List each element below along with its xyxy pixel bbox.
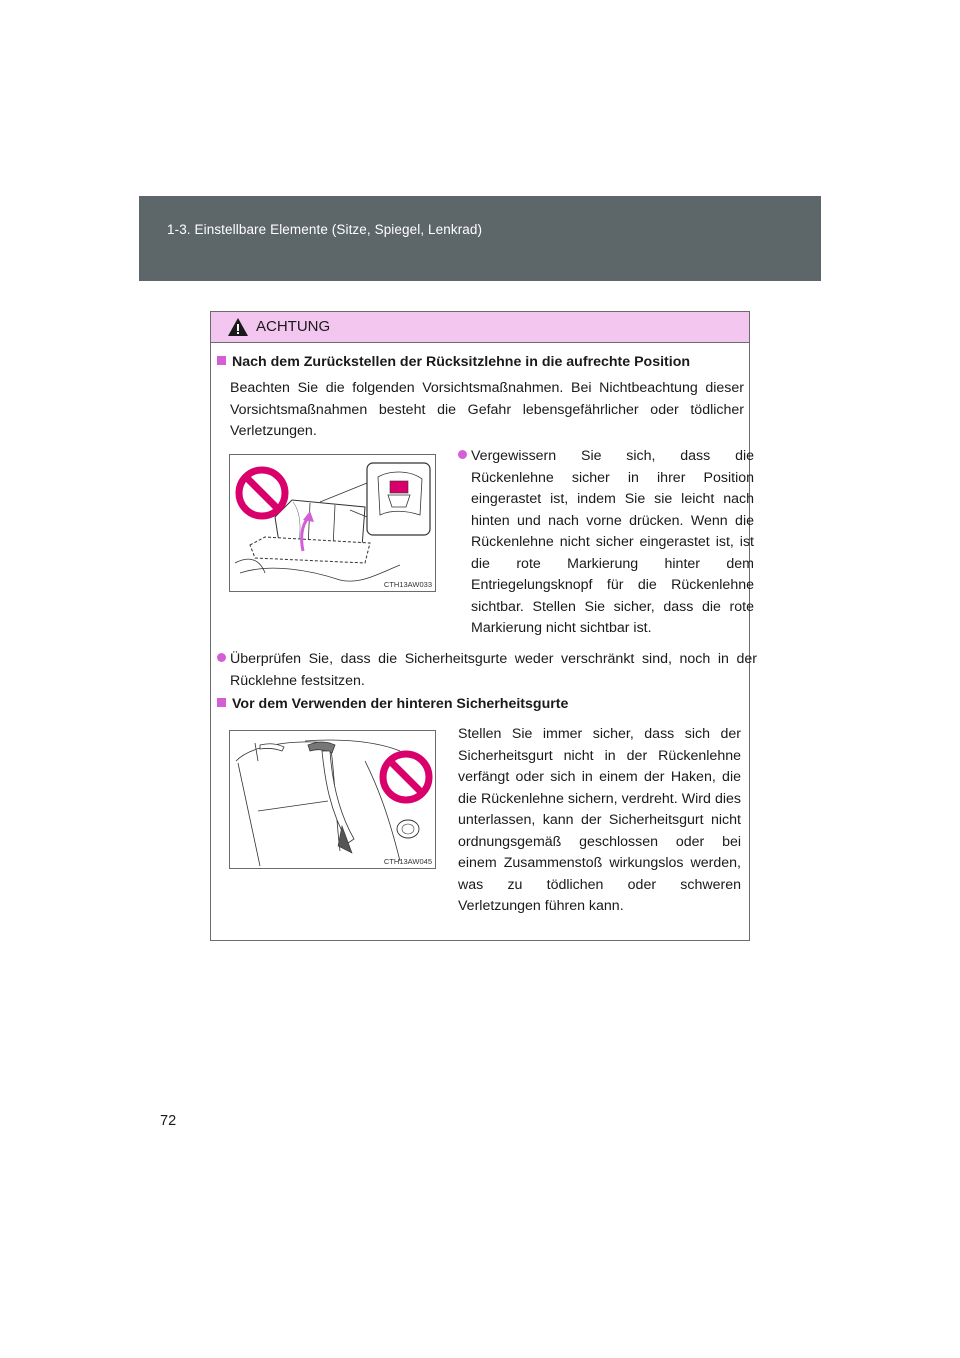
bullet-dot-icon (217, 653, 226, 662)
chapter-header-band (139, 196, 821, 281)
section2-text: Stellen Sie immer sicher, dass sich der Sicherheitsgurt nicht in der Rückenlehne verfängt oder sich in einem der Haken, die die Rückenlehne sichern, verdreht. Wird dies unterlassen, kann der Sicherheitsgurt nicht ordnungsgemäß geschlossen oder bei einem Zusammenstoß wirkungslos werden, was zu tödlichen oder schweren Verletzungen führen kann. (458, 726, 741, 914)
section2-heading: Vor dem Verwenden der hinteren Sicherheitsgurte (232, 696, 569, 712)
bullet-dot-icon (458, 450, 467, 459)
bullet1-text: Vergewissern Sie sich, dass die Rückenlehne sicher in ihrer Position eingerastet ist, indem Sie sie leicht nach hinten und nach vorne drücken. Wenn die Rückenlehne nicht sicher eingerastet ist, ist die rote Markierung hinter dem Entriegelungsknopf für die Rückenlehne sichtbar. Stellen Sie sicher, dass die rote Markierung nicht sichtbar ist. (471, 448, 754, 636)
page-number: 72 (160, 1113, 177, 1129)
section1-heading-row (217, 352, 747, 374)
bullet2-text: Überprüfen Sie, dass die Sicherheitsgurte weder verschränkt sind, noch in der Rücklehne festsitzen. (230, 651, 757, 689)
seatbelt-figure (229, 730, 436, 869)
warning-triangle-icon (227, 317, 249, 337)
seatbelt-illustration (230, 731, 435, 868)
prohibition-icon (383, 754, 429, 800)
caution-header (211, 312, 749, 343)
section-title: 1-3. Einstellbare Elemente (Sitze, Spiegel, Lenkrad) (167, 222, 483, 237)
section1-heading: Nach dem Zurückstellen der Rücksitzlehne in die aufrechte Position (232, 354, 691, 370)
caution-box (210, 311, 757, 941)
seat-folding-figure (229, 454, 436, 592)
section1-intro: Beachten Sie die folgenden Vorsichtsmaßnahmen. Bei Nichtbeachtung dieser Vorsichtsmaßnahmen besteht die Gefahr lebensgefährlicher oder tödlicher Verletzungen. (230, 380, 744, 439)
caution-title: ACHTUNG (256, 318, 331, 335)
square-bullet-icon (217, 356, 226, 365)
figure-code: CTH13AW033 (383, 580, 432, 589)
square-bullet-icon (217, 698, 226, 707)
seat-folding-illustration (230, 455, 435, 591)
bullet2 (217, 649, 757, 692)
section2-heading-row (217, 694, 747, 716)
prohibition-icon (239, 470, 285, 516)
bullet1 (458, 446, 754, 640)
figure-code: CTH13AW045 (383, 857, 432, 866)
